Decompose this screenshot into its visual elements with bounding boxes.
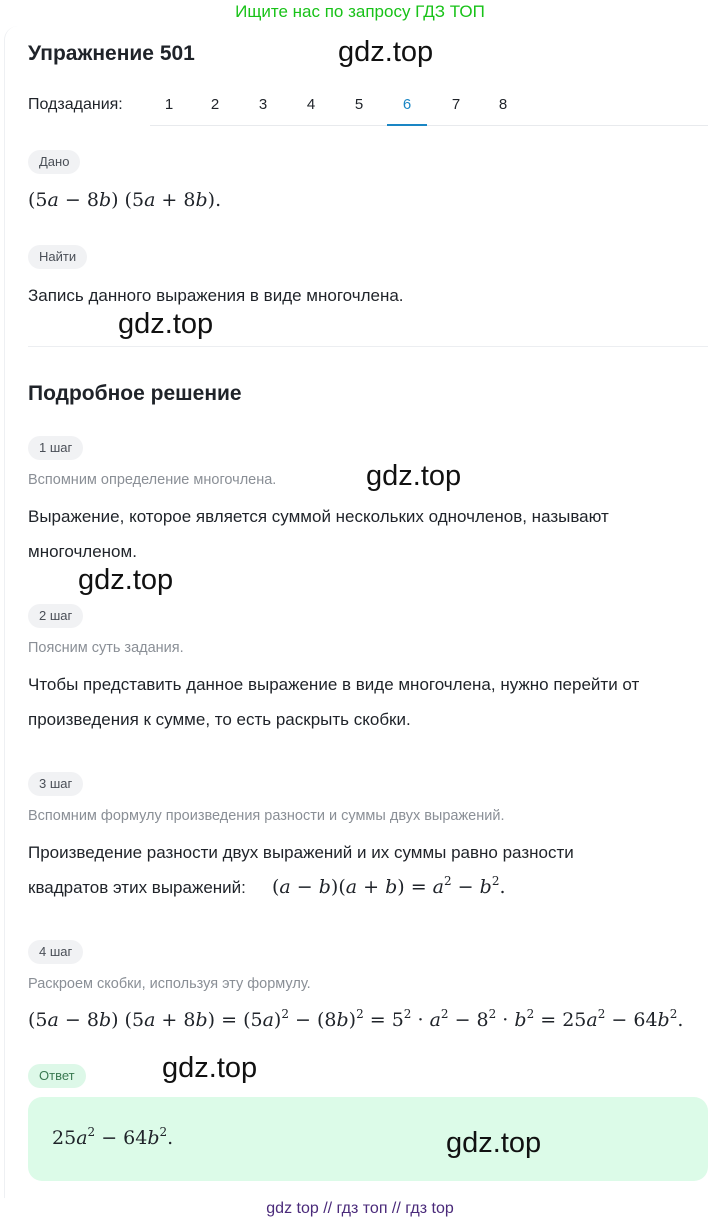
watermark: gdz.top: [78, 564, 174, 596]
find-text: Запись данного выражения в виде многочлена.: [28, 286, 404, 305]
subtasks-label: Подзадания:: [28, 96, 123, 113]
solution-heading: Подробное решение: [28, 382, 242, 405]
given-expression: (5a − 8b) (5a + 8b).: [28, 189, 222, 211]
watermark: gdz.top: [366, 460, 462, 492]
subtask-tab-4[interactable]: 4: [306, 96, 316, 113]
step-4-pill: 4 шаг: [28, 940, 83, 964]
step-2-text-line2: произведения к сумме, то есть раскрыть скобки.: [28, 710, 411, 729]
step-1-hint: Вспомним определение многочлена.: [28, 472, 277, 488]
step-3-hint: Вспомним формулу произведения разности и суммы двух выражений.: [28, 808, 505, 824]
find-pill: Найти: [28, 245, 87, 269]
step-3-text-line2: квадратов этих выражений:: [28, 878, 246, 897]
step-3-pill: 3 шаг: [28, 772, 83, 796]
watermark: gdz.top: [446, 1127, 542, 1159]
subtask-tab-7[interactable]: 7: [451, 96, 461, 113]
subtask-tab-6[interactable]: 6: [387, 96, 427, 126]
step-2-text-line1: Чтобы представить данное выражение в виде многочлена, нужно перейти от: [28, 675, 640, 694]
answer-pill: Ответ: [28, 1064, 86, 1088]
step-1-text-line1: Выражение, которое является суммой нескольких одночленов, называют: [28, 507, 609, 526]
subtask-tab-5[interactable]: 5: [354, 96, 364, 113]
subtask-tab-2[interactable]: 2: [210, 96, 220, 113]
step-1-pill: 1 шаг: [28, 436, 83, 460]
step-3-formula: $(a - b)(a + b) = a^2 - b^2$.: [272, 874, 506, 898]
watermark: gdz.top: [338, 36, 434, 68]
given-pill: Дано: [28, 150, 80, 174]
watermark: gdz.top: [118, 308, 214, 340]
subtask-tab-3[interactable]: 3: [258, 96, 268, 113]
watermark: gdz.top: [162, 1052, 258, 1084]
step-3-text-line1: Произведение разности двух выражений и их суммы равно разности: [28, 843, 574, 862]
page-title: Упражнение 501: [28, 42, 195, 65]
subtask-tab-8[interactable]: 8: [498, 96, 508, 113]
step-1-text-line2: многочленом.: [28, 542, 137, 561]
answer-expression: $25a^2 - 64b^2$.: [52, 1125, 174, 1149]
step-2-hint: Поясним суть задания.: [28, 640, 184, 656]
step-4-hint: Раскроем скобки, используя эту формулу.: [28, 976, 311, 992]
subtasks-nav: [28, 92, 708, 126]
step-2-pill: 2 шаг: [28, 604, 83, 628]
section-divider: [28, 346, 708, 347]
search-banner[interactable]: Ищите нас по запросу ГДЗ ТОП: [235, 2, 485, 21]
step-4-formula: (5a − 8b) $(5a + 8b) = (5a)^2 - (8b)^2 = 5^2 \cdot a^2 - 8^2 \cdot b^2 = 25a^2 - 64b^2$.: [28, 1007, 684, 1031]
footer-links[interactable]: gdz top // гдз топ // гдз top: [266, 1200, 454, 1217]
subtask-tab-1[interactable]: 1: [164, 96, 174, 113]
